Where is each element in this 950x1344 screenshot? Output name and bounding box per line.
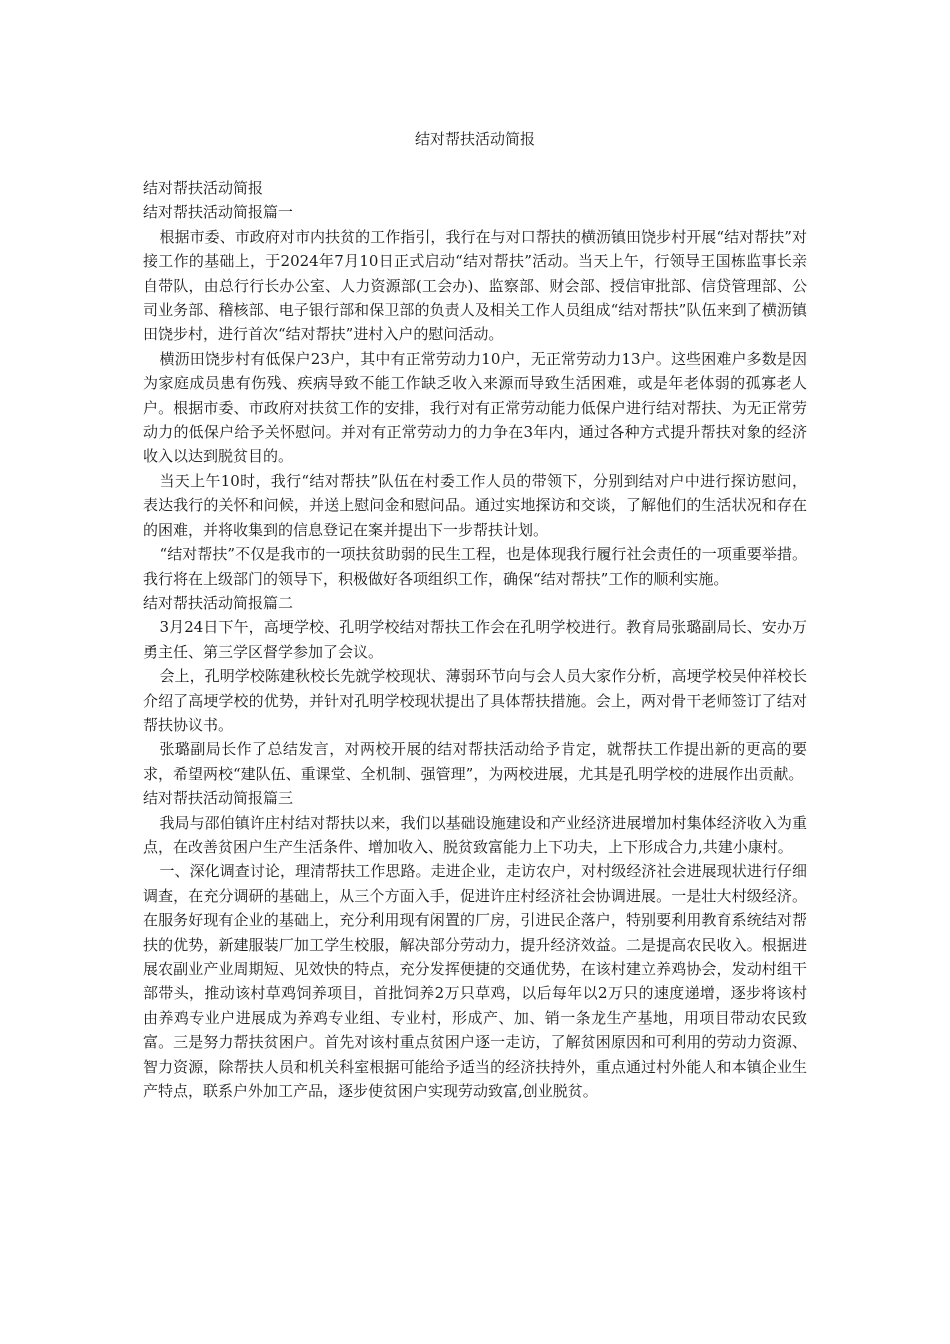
paragraph: 张璐副局长作了总结发言，对两校开展的结对帮扶活动给予肯定，就帮扶工作提出新的更高的要求，希望两校“建队伍、重课堂、全机制、强管理”，为两校进展，尤其是孔明学校的进展作出贡献。 (143, 740, 807, 783)
document-title: 结对帮扶活动简报 (414, 130, 535, 148)
document-subtitle: 结对帮扶活动简报 (143, 179, 264, 197)
document-body (143, 176, 807, 1103)
section-3 (143, 786, 807, 1103)
paragraph: 我局与邵伯镇许庄村结对帮扶以来，我们以基础设施建设和产业经济进展增加村集体经济收入为重点，在改善贫困户生产生活条件、增加收入、脱贫致富能力上下功夫，上下形成合力,共建小康村。 (143, 813, 807, 856)
paragraph: 根据市委、市政府对市内扶贫的工作指引，我行在与对口帮扶的横沥镇田饶步村开展“结对帮扶”对接工作的基础上，于2024年7月10日正式启动“结对帮扶”活动。当天上午，行领导王国栋监事长亲自带队，由总行行长办公室、人力资源部(工会办)、监察部、财会部、授信审批部、信贷管理部、公司业务部、稽核部、电子银行部和保卫部的负责人及相关工作人员组成“结对帮扶”队伍来到了横沥镇田饶步村，进行首次“结对帮扶”进村入户的慰问活动。 (143, 227, 807, 344)
section-heading: 结对帮扶活动简报篇三 (143, 789, 294, 808)
section-1 (143, 200, 807, 591)
paragraph: 横沥田饶步村有低保户23户，其中有正常劳动力10户，无正常劳动力13户。这些困难户多数是因为家庭成员患有伤残、疾病导致不能工作缺乏收入来源而导致生活困难，或是年老体弱的孤寡老人户。根据市委、市政府对扶贫工作的安排，我行对有正常劳动能力低保户进行结对帮扶、为无正常劳动力的低保户给予关怀慰问。并对有正常劳动力的力争在3年内，通过各种方式提升帮扶对象的经济收入以达到脱贫目的。 (143, 349, 807, 466)
paragraph: 当天上午10时，我行“结对帮扶”队伍在村委工作人员的带领下，分别到结对户中进行探访慰问，表达我行的关怀和问候，并送上慰问金和慰问品。通过实地探访和交谈，了解他们的生活状况和存在的困难，并将收集到的信息登记在案并提出下一步帮扶计划。 (143, 471, 807, 539)
section-heading: 结对帮扶活动简报篇一 (143, 203, 294, 222)
paragraph: “结对帮扶”不仅是我市的一项扶贫助弱的民生工程，也是体现我行履行社会责任的一项重要举措。我行将在上级部门的领导下，积极做好各项组织工作，确保“结对帮扶”工作的顺利实施。 (143, 545, 807, 588)
section-heading: 结对帮扶活动简报篇二 (143, 593, 294, 612)
paragraph: 会上，孔明学校陈建秋校长先就学校现状、薄弱环节向与会人员大家作分析，高埂学校吴仲祥校长介绍了高埂学校的优势，并针对孔明学校现状提出了具体帮扶措施。会上，两对骨干老师签订了结对帮扶协议书。 (143, 667, 807, 734)
paragraph: 一、深化调查讨论，理清帮扶工作思路。走进企业，走访农户，对村级经济社会进展现状进行仔细调查，在充分调研的基础上，从三个方面入手，促进许庄村经济社会协调进展。一是壮大村级经济。在服务好现有企业的基础上，充分利用现有闲置的厂房，引进民企落户，特别要利用教育系统结对帮扶的优势，新建服装厂加工学生校服，解决部分劳动力，提升经济效益。二是提高农民收入。根据进展农副业产业周期短、见效快的特点，充分发挥便捷的交通优势，在该村建立养鸡协会，发动村组干部带头，推动该村草鸡饲养项目，首批饲养2万只草鸡，以后每年以2万只的速度递增，逐步将该村由养鸡专业户进展成为养鸡专业组、专业村，形成产、加、销一条龙生产基地，用项目带动农民致富。三是努力帮扶贫困户。首先对该村重点贫困户逐一走访，了解贫困原因和可利用的劳动力资源、智力资源，除帮扶人员和机关科室根据可能给予适当的经济扶持外，重点通过村外能人和本镇企业生产特点，联系户外加工产品，逐步使贫困户实现劳动致富,创业脱贫。 (143, 862, 807, 1101)
section-2 (143, 591, 807, 786)
paragraph: 3月24日下午，高埂学校、孔明学校结对帮扶工作会在孔明学校进行。教育局张璐副局长、安办万勇主任、第三学区督学参加了会议。 (143, 618, 807, 661)
